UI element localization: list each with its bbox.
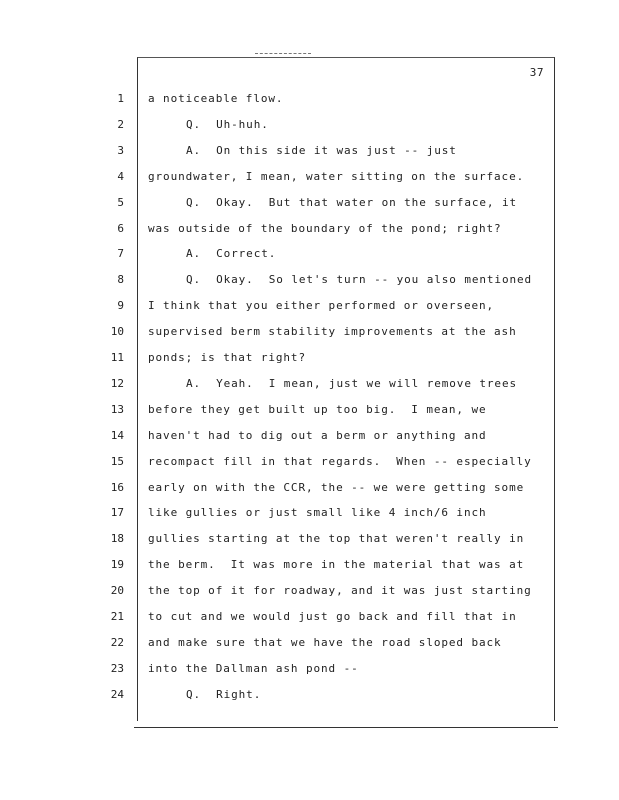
line-number: 7 — [117, 247, 124, 261]
line-number: 11 — [110, 351, 124, 364]
transcript-line: ponds; is that right? — [148, 351, 306, 364]
transcript-line: A. Correct. — [186, 247, 277, 261]
transcript-line: before they get built up too big. I mean, we — [148, 402, 487, 416]
transcript-line: into the Dallman ash pond -- — [148, 661, 359, 675]
line-number: 21 — [110, 610, 124, 623]
transcript-line: gullies starting at the top that weren't really in — [148, 532, 525, 546]
line-number: 13 — [110, 402, 124, 416]
line-number: 15 — [110, 454, 124, 468]
transcript-line: the berm. It was more in the material that was at — [148, 558, 525, 572]
line-number: 17 — [110, 506, 124, 520]
line-number: 12 — [110, 376, 124, 390]
page-number: 37 — [529, 66, 544, 79]
line-number: 24 — [110, 687, 124, 701]
line-number: 20 — [110, 584, 124, 598]
line-number: 2 — [117, 117, 124, 131]
transcript-line: Q. Uh-huh. — [186, 117, 269, 131]
transcript-line: recompact fill in that regards. When -- especially — [148, 454, 532, 468]
transcript-line: I think that you either performed or overseen, — [148, 299, 495, 313]
transcript-line: the top of it for roadway, and it was just starting — [148, 584, 532, 598]
line-number: 22 — [110, 635, 124, 649]
line-number: 6 — [117, 221, 124, 235]
line-number: 10 — [110, 325, 124, 339]
line-number: 8 — [117, 273, 124, 287]
transcript-line: haven't had to dig out a berm or anything and — [148, 428, 487, 442]
transcript-line: Q. Okay. But that water on the surface, it — [186, 195, 517, 209]
transcript-line: like gullies or just small like 4 inch/6 inch — [148, 506, 487, 520]
transcript-line: A. Yeah. I mean, just we will remove trees — [186, 376, 517, 390]
bottom-rule — [134, 727, 558, 728]
line-number: 1 — [117, 92, 124, 105]
line-number: 5 — [117, 195, 124, 209]
transcript-line: and make sure that we have the road sloped back — [148, 635, 502, 649]
line-number: 3 — [117, 143, 124, 157]
transcript-line: was outside of the boundary of the pond; right? — [148, 221, 502, 235]
top-rule-mark — [255, 53, 311, 54]
transcript-line: supervised berm stability improvements at the ash — [148, 325, 517, 339]
transcript-line: early on with the CCR, the -- we were getting some — [148, 480, 525, 494]
transcript-line: a noticeable flow. — [148, 92, 284, 105]
line-number: 4 — [117, 169, 124, 183]
transcript-line: Q. Okay. So let's turn -- you also mentioned — [186, 273, 533, 287]
line-number: 9 — [117, 299, 124, 313]
transcript-line: groundwater, I mean, water sitting on the surface. — [148, 169, 525, 183]
transcript-line: Q. Right. — [186, 687, 262, 701]
line-number: 16 — [110, 480, 124, 494]
line-number: 19 — [110, 558, 124, 572]
line-number: 23 — [110, 661, 124, 675]
line-number: 14 — [110, 428, 124, 442]
transcript-line: A. On this side it was just -- just — [186, 143, 457, 157]
transcript-line: to cut and we would just go back and fill that in — [148, 610, 517, 623]
line-number: 18 — [110, 532, 124, 546]
